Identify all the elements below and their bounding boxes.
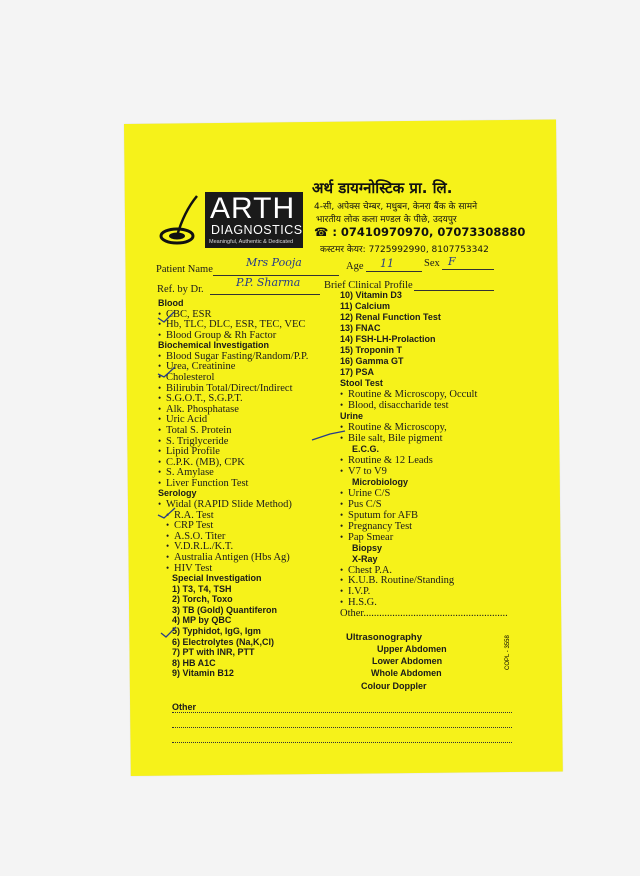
test-item: • Bilirubin Total/Direct/Indirect <box>166 383 293 394</box>
test-item: Special Investigation <box>172 573 262 584</box>
test-item: • Total S. Protein <box>166 425 231 436</box>
test-item: • Alk. Phosphatase <box>166 404 239 415</box>
test-item: 12) Renal Function Test <box>340 311 441 322</box>
test-item: • A.S.O. Titer <box>174 531 225 542</box>
age-label: Age <box>346 261 364 272</box>
test-item: • Urea, Creatinine <box>166 361 235 372</box>
test-item: • Sputum for AFB <box>348 510 418 521</box>
usg-item: Whole Abdomen <box>371 668 442 678</box>
test-item: • Lipid Profile <box>166 446 220 457</box>
test-item: • S. Triglyceride <box>166 436 228 447</box>
test-item: 2) Torch, Toxo <box>172 594 233 605</box>
usg-item: Lower Abdomen <box>372 656 443 666</box>
test-item: • CBC, ESR <box>166 309 212 320</box>
test-item: • Pap Smear <box>348 532 393 543</box>
test-item: • Widal (RAPID Slide Method) <box>166 499 292 510</box>
test-item: • Urine C/S <box>348 488 390 499</box>
test-item: 4) MP by QBC <box>172 615 232 626</box>
usg-item: Upper Abdomen <box>377 644 447 654</box>
test-item: 8) HB A1C <box>172 657 216 668</box>
test-item: X-Ray <box>352 553 378 564</box>
test-item: 9) Vitamin B12 <box>172 668 234 679</box>
test-item: 14) FSH-LH-Prolaction <box>340 333 436 344</box>
test-item: 15) Troponin T <box>340 344 402 355</box>
sex-label: Sex <box>424 258 440 269</box>
test-item: 13) FNAC <box>340 322 381 333</box>
form-code: COPL - 3558 <box>505 635 511 670</box>
test-item: • Routine & Microscopy, Occult <box>348 389 477 400</box>
test-item: • Pregnancy Test <box>348 521 412 532</box>
hindi-company-name: अर्थ डायग्नोस्टिक प्रा. लि. <box>312 179 453 197</box>
test-item: • Cholesterol <box>166 372 214 383</box>
ultrasonography-title: Ultrasonography <box>346 632 423 643</box>
test-item: • Bile salt, Bile pigment <box>348 433 443 444</box>
test-item: 11) Calcium <box>340 300 391 311</box>
test-item: 10) Vitamin D3 <box>340 290 402 300</box>
test-item: 6) Electrolytes (Na,K,Cl) <box>172 636 275 647</box>
logo-title: ARTH <box>210 192 296 225</box>
test-item: • R.A. Test <box>174 510 214 521</box>
test-item: • V.D.R.L./K.T. <box>174 541 233 552</box>
patient-name-value: Mrs Pooja <box>246 256 302 269</box>
test-item: 1) T3, T4, TSH <box>172 583 232 594</box>
usg-item: Colour Doppler <box>361 681 427 691</box>
sex-value: F <box>448 255 456 268</box>
patient-name-label: Patient Name <box>156 264 213 275</box>
test-item: Serology <box>158 488 197 499</box>
test-item: Biochemical Investigation <box>158 340 270 351</box>
test-item: • Pus C/S <box>348 499 382 510</box>
ref-doctor-label: Ref. by Dr. <box>157 284 204 295</box>
customer-care: कस्टमर केयर: 7725992990, 8107753342 <box>320 245 489 255</box>
test-item: • Blood Group & Rh Factor <box>166 330 276 341</box>
test-item: • I.V.P. <box>348 586 370 597</box>
test-item: Urine <box>340 410 364 421</box>
test-item: • Routine & 12 Leads <box>348 455 433 466</box>
test-item: Other....................................................... <box>340 608 508 620</box>
test-item: • K.U.B. Routine/Standing <box>348 575 454 586</box>
ref-doctor-value: P.P. Sharma <box>236 276 301 289</box>
test-item: • V7 to V9 <box>348 466 387 477</box>
test-item: 16) Gamma GT <box>340 355 404 366</box>
test-item: • S. Amylase <box>166 467 214 478</box>
clinical-profile-label: Brief Clinical Profile <box>324 280 413 291</box>
test-item: Microbiology <box>352 476 408 487</box>
test-item: • S.G.O.T., S.G.P.T. <box>166 393 243 404</box>
hindi-address-1: 4-सी, अपेक्स चेम्बर, मधुबन, केनरा बैंक के सामने <box>314 202 478 212</box>
test-item: • C.P.K. (MB), CPK <box>166 457 245 468</box>
logo-subtitle: DIAGNOSTICS <box>211 223 303 237</box>
logo-tagline: Meaningful, Authentic & Dedicated <box>209 239 294 245</box>
test-item: • H.S.G. <box>348 597 377 608</box>
test-item: • Uric Acid <box>166 414 207 425</box>
test-item: • CRP Test <box>174 520 213 531</box>
test-item: • Hb, TLC, DLC, ESR, TEC, VEC <box>166 319 305 330</box>
test-item: • HIV Test <box>174 563 212 574</box>
test-item: 3) TB (Gold) Quantiferon <box>172 604 277 615</box>
other-label: Other <box>172 702 197 712</box>
test-item: • Chest P.A. <box>348 565 392 576</box>
test-item: 5) Typhidot, IgG, Igm <box>172 625 261 636</box>
test-item: • Blood Sugar Fasting/Random/P.P. <box>166 351 308 362</box>
test-item: • Liver Function Test <box>166 478 248 489</box>
test-item: E.C.G. <box>352 443 380 454</box>
test-item: 17) PSA <box>340 366 375 377</box>
test-item: • Blood, disaccharide test <box>348 400 449 411</box>
hindi-address-2: भारतीय लोक कला मण्डल के पीछे, उदयपुर <box>316 215 457 225</box>
test-item: • Australia Antigen (Hbs Ag) <box>174 552 290 563</box>
test-item: 7) PT with INR, PTT <box>172 647 255 658</box>
age-value: 11 <box>380 257 394 270</box>
test-item: • Routine & Microscopy, <box>348 422 447 433</box>
phone-numbers: ☎ : 07410970970, 07073308880 <box>314 225 526 239</box>
test-item: Blood <box>158 298 184 308</box>
test-item: Biopsy <box>352 542 383 553</box>
test-item: Stool Test <box>340 377 383 388</box>
